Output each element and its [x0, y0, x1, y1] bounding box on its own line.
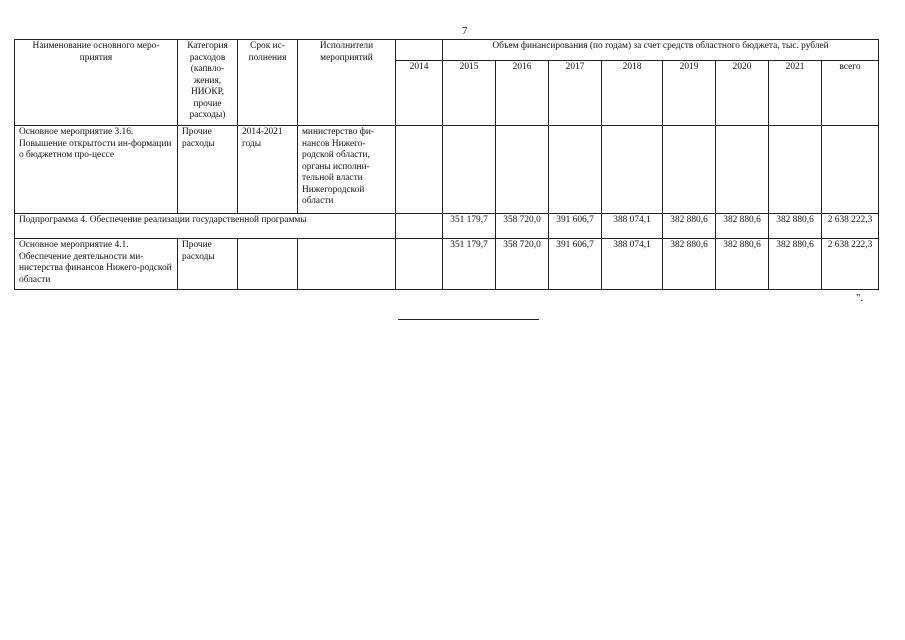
subprogram-value-2020: 382 880,6	[716, 214, 769, 239]
year-2014: 2014	[396, 61, 443, 126]
row-value-2021	[769, 126, 822, 214]
row-value-total: 2 638 222,3	[822, 239, 879, 290]
row-value-total	[822, 126, 879, 214]
table-row	[15, 239, 879, 290]
row-value-2017: 391 606,7	[549, 239, 602, 290]
row-value-2015	[443, 126, 496, 214]
row-value-2017	[549, 126, 602, 214]
header-period: Срок ис-полнения	[238, 40, 298, 126]
row-value-2020: 382 880,6	[716, 239, 769, 290]
subprogram-row	[15, 214, 879, 239]
row-value-2016	[496, 126, 549, 214]
budget-table	[14, 39, 879, 290]
row-name: Основное мероприятие 3.16. Повышение открытости ин-формации о бюджетном про-цессе	[15, 126, 178, 214]
subprogram-value-2021: 382 880,6	[769, 214, 822, 239]
subprogram-value-2014	[396, 214, 443, 239]
header-category: Категория расходов (капвло-жения, НИОКР, прочие расходы)	[178, 40, 238, 126]
row-value-2014	[396, 126, 443, 214]
header-funding: Объем финансирования (по годам) за счет средств областного бюджета, тыс. рублей	[443, 40, 879, 61]
subprogram-value-2019: 382 880,6	[663, 214, 716, 239]
year-total: всего	[822, 61, 879, 126]
row-category: Прочие расходы	[178, 239, 238, 290]
subprogram-value-2018: 388 074,1	[602, 214, 663, 239]
closing-quote: ".	[856, 292, 864, 304]
table-row	[15, 126, 879, 214]
row-value-2021: 382 880,6	[769, 239, 822, 290]
header-row-1	[15, 40, 879, 61]
year-2017: 2017	[549, 61, 602, 126]
row-value-2018: 388 074,1	[602, 239, 663, 290]
row-value-2020	[716, 126, 769, 214]
subprogram-value-total: 2 638 222,3	[822, 214, 879, 239]
year-2019: 2019	[663, 61, 716, 126]
row-period: 2014-2021 годы	[238, 126, 298, 214]
year-2020: 2020	[716, 61, 769, 126]
subprogram-value-2017: 391 606,7	[549, 214, 602, 239]
subprogram-value-2015: 351 179,7	[443, 214, 496, 239]
header-blank	[396, 40, 443, 61]
row-name: Основное мероприятие 4.1. Обеспечение деятельности ми-нистерства финансов Нижего-родской области	[15, 239, 178, 290]
header-name: Наименование основного меро-приятия	[15, 40, 178, 126]
row-period	[238, 239, 298, 290]
row-value-2014	[396, 239, 443, 290]
row-value-2015: 351 179,7	[443, 239, 496, 290]
year-2015: 2015	[443, 61, 496, 126]
subprogram-value-2016: 358 720,0	[496, 214, 549, 239]
row-value-2019: 382 880,6	[663, 239, 716, 290]
row-executors: министерство фи-нансов Нижего-родской области, органы исполни-тельной власти Нижегородской области	[298, 126, 396, 214]
year-2021: 2021	[769, 61, 822, 126]
page-number: 7	[462, 25, 468, 37]
separator-line	[398, 319, 539, 320]
row-category: Прочие расходы	[178, 126, 238, 214]
header-executors: Исполнители мероприятий	[298, 40, 396, 126]
subprogram-label: Подпрограмма 4. Обеспечение реализации государственной программы	[15, 214, 396, 239]
year-2016: 2016	[496, 61, 549, 126]
year-2018: 2018	[602, 61, 663, 126]
row-value-2019	[663, 126, 716, 214]
row-value-2016: 358 720,0	[496, 239, 549, 290]
row-value-2018	[602, 126, 663, 214]
row-executors	[298, 239, 396, 290]
